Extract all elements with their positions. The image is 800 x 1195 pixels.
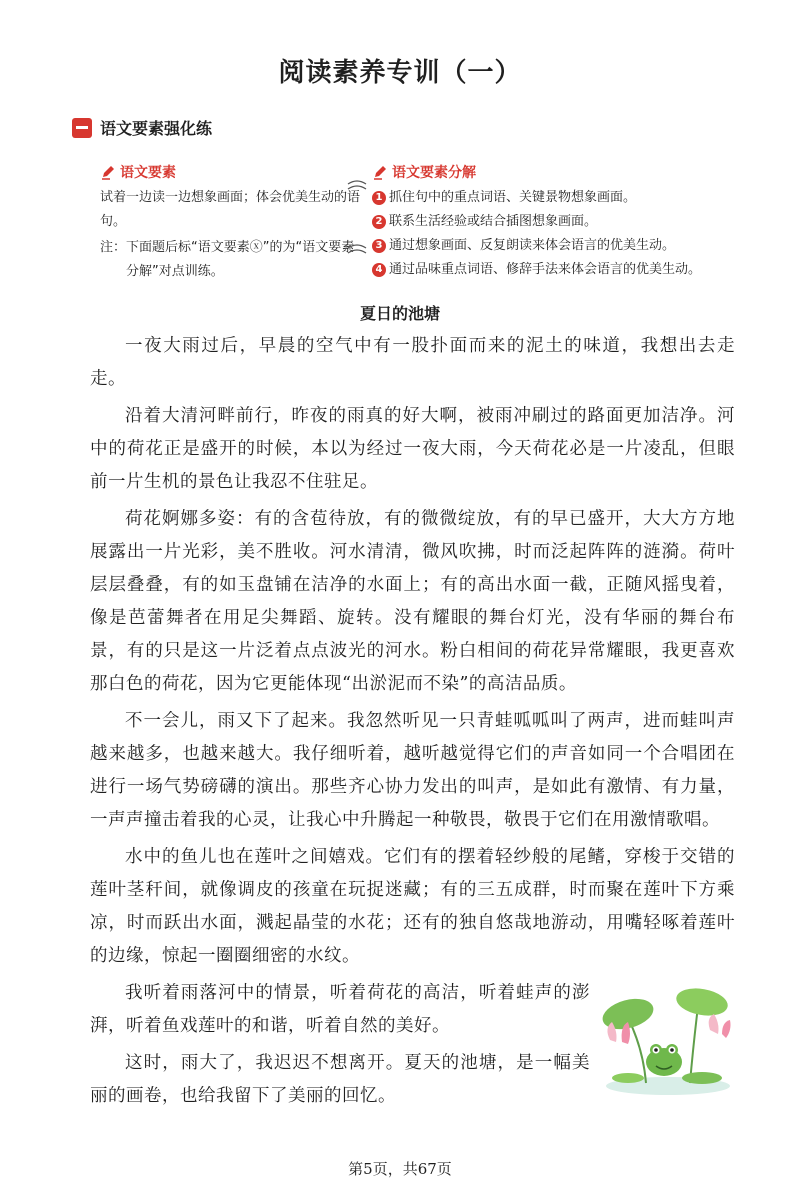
story-paragraph: 不一会儿，雨又下了起来。我忽然听见一只青蛙呱呱叫了两声，进而蛙叫声越来越多，也越来越大。我仔细听着，越听越觉得它们的声音如同一个合唱团在进行一场气势磅礴的演出。那些齐心协力发出的叫声，是如此有激情、有力量，一声声撞击着我的心灵，让我心中升腾起一种敬畏，敬畏于它们在用激情歌唱。 <box>90 711 735 830</box>
elements-note <box>100 236 362 284</box>
number-badge: 1 <box>372 191 386 205</box>
breakdown-box <box>372 162 742 282</box>
lotus-frog-illustration <box>598 978 738 1098</box>
breakdown-heading <box>372 162 742 182</box>
story-paragraph: 水中的鱼儿也在莲叶之间嬉戏。它们有的摆着轻纱般的尾鳍，穿梭于交错的莲叶茎秆间，就像调皮的孩童在玩捉迷藏；有的三五成群，时而聚在莲叶下方乘凉，时而跃出水面，溅起晶莹的水花；还有的独自悠哉地游动，用嘴轻啄着莲叶的边缘，惊起一圈圈细密的水纹。 <box>90 847 735 966</box>
pen-icon <box>100 164 116 180</box>
number-badge: 2 <box>372 215 386 229</box>
breakdown-item-text: 通过想象画面、反复朗读来体会语言的优美生动。 <box>389 238 676 253</box>
story-paragraph: 这时，雨大了，我迟迟不想离开。夏天的池塘，是一幅美丽的画卷，也给我留下了美丽的回忆。 <box>90 1053 590 1106</box>
number-badge: 3 <box>372 239 386 253</box>
story-title: 夏日的池塘 <box>359 304 440 323</box>
breakdown-item-text: 通过品味重点词语、修辞手法来体会语言的优美生动。 <box>389 262 702 277</box>
breakdown-item <box>372 258 742 282</box>
story-paragraph: 一夜大雨过后，早晨的空气中有一股扑面而来的泥土的味道，我想出去走走。 <box>90 336 735 389</box>
pen-icon <box>372 164 388 180</box>
breakdown-item <box>372 186 742 210</box>
breakdown-item-text: 联系生活经验或结合插图想象画面。 <box>389 214 598 229</box>
link-icon <box>346 242 368 258</box>
section-title: 语文要素强化练 <box>100 119 213 138</box>
number-badge: 4 <box>372 263 386 277</box>
breakdown-item-text: 抓住句中的重点词语、关键景物想象画面。 <box>389 190 637 205</box>
note-text: 下面题后标“语文要素ⓧ”的为“语文要素分解”对点训练。 <box>126 240 355 279</box>
minus-badge-icon <box>72 118 92 138</box>
section-header <box>72 116 212 139</box>
elements-box <box>100 162 362 284</box>
breakdown-item <box>372 234 742 258</box>
breakdown-item <box>372 210 742 234</box>
story-paragraph: 我听着雨落河中的情景，听着荷花的高洁，听着蛙声的澎湃，听着鱼戏莲叶的和谐，听着自然的美好。 <box>90 983 590 1036</box>
story-paragraph: 沿着大清河畔前行，昨夜的雨真的好大啊，被雨冲刷过的路面更加洁净。河中的荷花正是盛开的时候，本以为经过一夜大雨，今天荷花必是一片凌乱，但眼前一片生机的景色让我忍不住驻足。 <box>90 406 735 492</box>
note-label: 注： <box>100 240 127 255</box>
story-paragraph: 荷花婀娜多姿：有的含苞待放，有的微微绽放，有的早已盛开，大大方方地展露出一片光彩，美不胜收。河水清清，微风吹拂，时而泛起阵阵的涟漪。荷叶层层叠叠，有的如玉盘铺在洁净的水面上；有的高出水面一截，正随风摇曳着，像是芭蕾舞者在用足尖舞蹈、旋转。没有耀眼的舞台灯光，没有华丽的舞台布景，有的只是这一片泛着点点波光的河水。粉白相间的荷花异常耀眼，我更喜欢那白色的荷花，因为它更能体现“出淤泥而不染”的高洁品质。 <box>90 509 735 694</box>
elements-heading-text: 语文要素 <box>120 165 176 181</box>
breakdown-heading-text: 语文要素分解 <box>392 165 476 181</box>
page-title: 阅读素养专训（一） <box>278 58 522 88</box>
page-footer: 第5页，共67页 <box>348 1160 452 1178</box>
elements-text: 试着一边读一边想象画面；体会优美生动的语句。 <box>100 190 361 229</box>
elements-heading <box>100 162 362 182</box>
link-icon <box>346 178 368 194</box>
